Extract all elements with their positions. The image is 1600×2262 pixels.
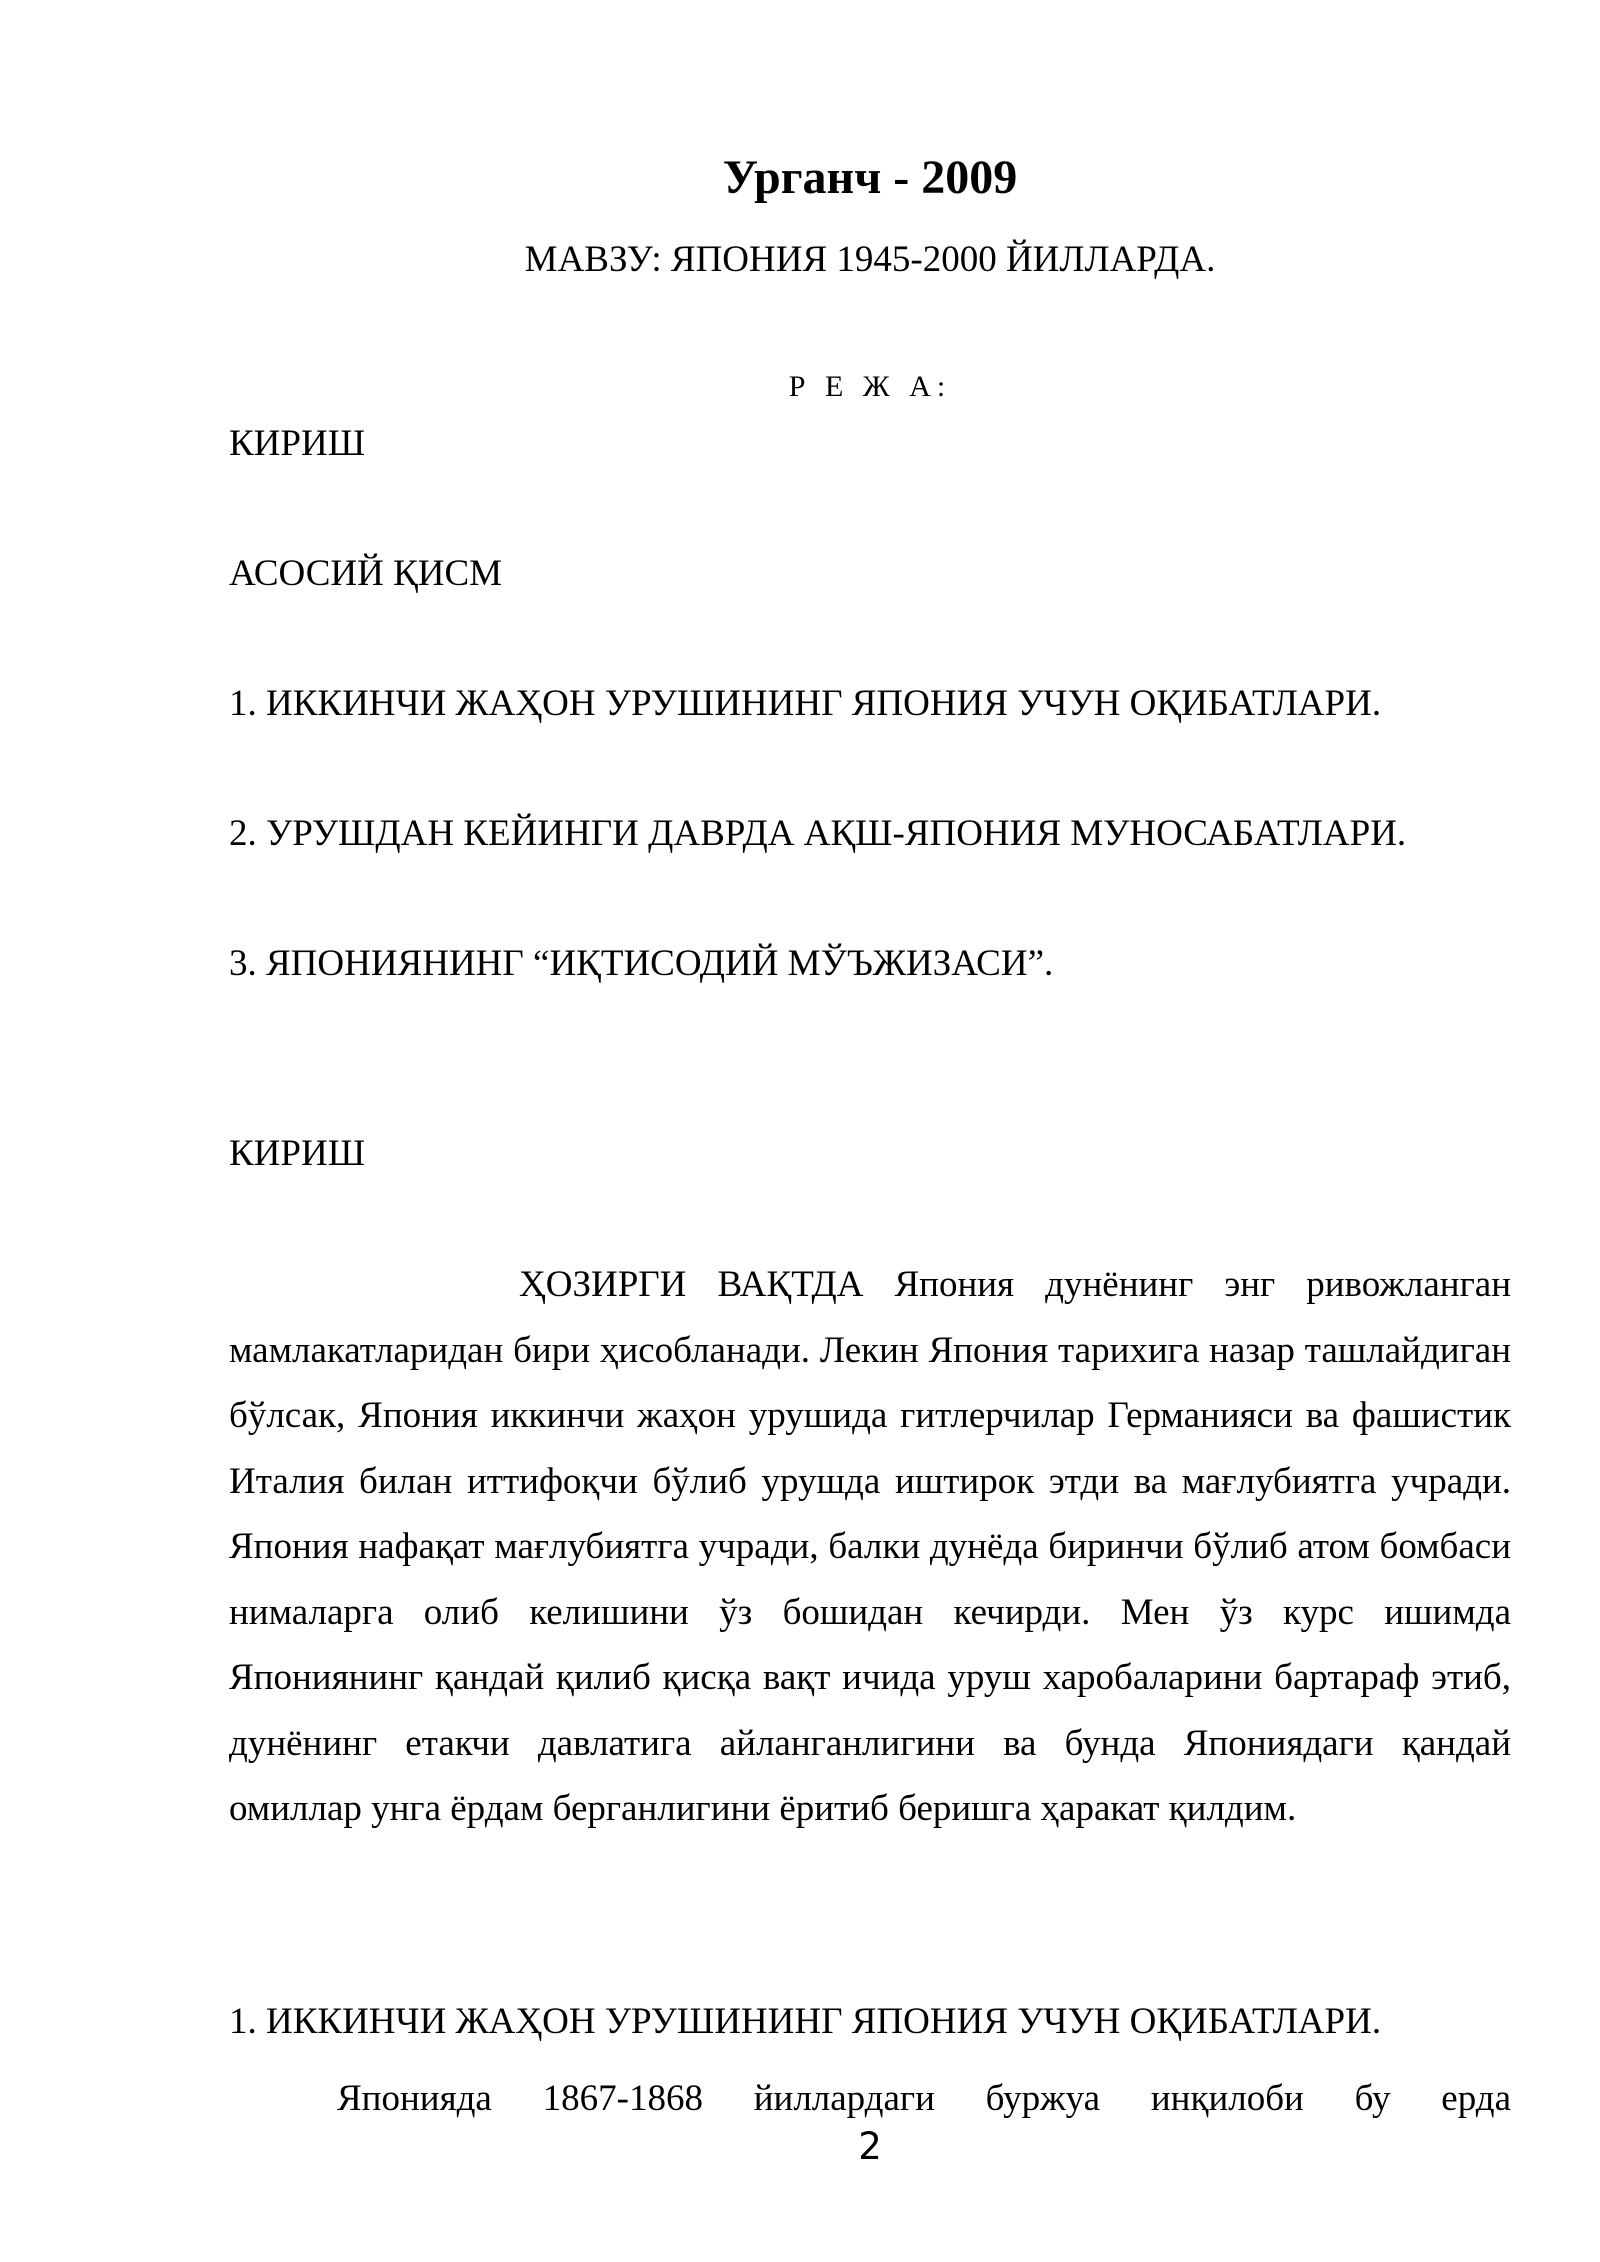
plan-item-2: 2. УРУШДАН КЕЙИНГИ ДАВРДА АҚШ-ЯПОНИЯ МУНОСАБАТЛАРИ. [229,813,1407,854]
topic-subtitle: МАВЗУ: ЯПОНИЯ 1945-2000 ЙИЛЛАРДА. [524,239,1216,280]
section-1-paragraph: Японияда 1867-1868 йиллардаги буржуа инқилоби бу ерда [337,2078,1511,2119]
section-1-heading: 1. ИККИНЧИ ЖАҲОН УРУШИНИНГ ЯПОНИЯ УЧУН ОҚИБАТЛАРИ. [229,2001,1382,2042]
plan-item-3: 3. ЯПОНИЯНИНГ “ИҚТИСОДИЙ МЎЪЖИЗАСИ”. [229,943,1054,984]
introduction-heading: КИРИШ [229,1133,366,1174]
plan-item-main-part: АСОСИЙ ҚИСМ [229,553,503,594]
introduction-paragraph: ҲОЗИРГИ ВАҚТДА Япония дунёнинг энг ривожланган мамлакатларидан бири ҳисобланади. Лекин Япония тарихига назар ташлайдиган бўлсак, Япония иккинчи жаҳон урушида гитлерчилар Германияси ва фашистик Италия билан иттифоқчи бўлиб урушда иштирок этди ва мағлубиятга учради. Япония нафақат мағлубиятга учради, балки дунёда биринчи бўлиб атом бомбаси нималарга олиб келишини ўз бошидан кечирди. Мен ўз курс ишимда Япониянинг қандай қилиб қисқа вақт ичида уруш харобаларини бартараф этиб, дунёнинг етакчи давлатига айланганлигини ва бунда Япониядаги қандай омиллар унга ёрдам берганлигини ёритиб беришга ҳаракат қилдим. [229,1264,1511,1829]
document-title: Урганч - 2009 [722,151,1018,204]
plan-item-1: 1. ИККИНЧИ ЖАҲОН УРУШИНИНГ ЯПОНИЯ УЧУН ОҚИБАТЛАРИ. [229,683,1382,724]
plan-item-introduction: КИРИШ [229,423,366,464]
page-number: 2 [858,2125,882,2168]
plan-heading: Р Е Ж А: [788,370,952,403]
